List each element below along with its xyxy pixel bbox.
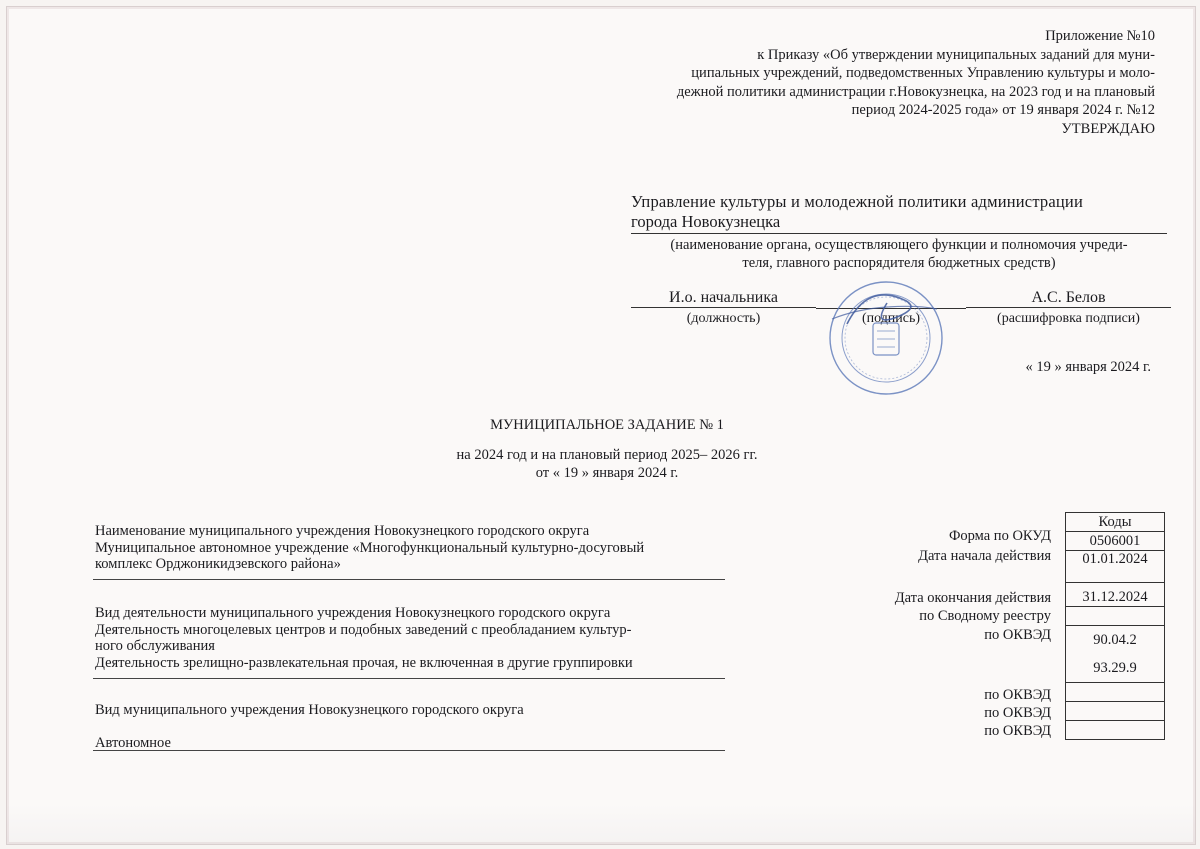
approval-date: « 19 » января 2024 г.	[1025, 359, 1151, 375]
codes-table	[1065, 512, 1165, 740]
org-note	[631, 236, 1167, 272]
codes-label: по ОКВЭД	[984, 705, 1051, 721]
institution-heading: Наименование муниципального учреждения Новокузнецкого городского округа	[95, 523, 590, 539]
signer-name: А.С. Белов	[966, 289, 1171, 308]
name-caption: (расшифровка подписи)	[997, 311, 1140, 326]
annex-line: Приложение №10	[1045, 28, 1155, 44]
divider-line	[93, 579, 725, 580]
code-cell	[1066, 683, 1165, 702]
org-name-line: города Новокузнецка	[631, 212, 781, 231]
codes-label: по ОКВЭД	[984, 627, 1051, 643]
codes-label: Дата начала действия	[918, 548, 1051, 564]
approve-heading: УТВЕРЖДАЮ	[1061, 120, 1155, 137]
divider-line	[93, 678, 725, 679]
codes-label: Дата окончания действия	[894, 590, 1051, 606]
code-value: 90.04.2	[1093, 632, 1137, 648]
activity-line: ного обслуживания	[95, 638, 215, 654]
code-cell-okved	[1066, 626, 1165, 683]
position-field: И.о. начальника	[631, 289, 816, 308]
activity-heading: Вид деятельности муниципального учреждения Новокузнецкого городского округа	[95, 605, 611, 621]
annex-line: период 2024-2025 года» от 19 января 2024 г. №12	[851, 102, 1155, 118]
approving-organization	[631, 192, 1167, 272]
signature-caption: (подпись)	[861, 311, 921, 326]
document-page	[6, 6, 1196, 845]
codes-label: по ОКВЭД	[984, 687, 1051, 703]
type-heading: Вид муниципального учреждения Новокузнецкого городского округа	[95, 702, 524, 718]
type-value: Автономное	[95, 735, 171, 751]
org-name	[631, 192, 1167, 234]
document-period: на 2024 год и на плановый период 2025– 2026 гг.	[456, 447, 758, 463]
annex-block	[677, 27, 1155, 138]
codes-label: по Сводному реестру	[919, 608, 1051, 624]
institution-name-line: Муниципальное автономное учреждение «Многофункциональный культурно-досуговый	[95, 539, 645, 556]
code-cell: 01.01.2024	[1066, 551, 1165, 583]
document-title: МУНИЦИПАЛЬНОЕ ЗАДАНИЕ № 1	[490, 417, 724, 433]
code-cell: 0506001	[1066, 532, 1165, 551]
code-value: 93.29.9	[1093, 660, 1137, 676]
org-note-line: теля, главного распорядителя бюджетных средств)	[742, 255, 1056, 271]
codes-header: Коды	[1066, 513, 1165, 532]
code-cell	[1066, 721, 1165, 740]
position-caption: (должность)	[686, 311, 761, 326]
activity-section	[95, 605, 725, 671]
annex-line: ципальных учреждений, подведомственных Управлению культуры и моло-	[691, 65, 1155, 81]
code-cell	[1066, 702, 1165, 721]
annex-line: к Приказу «Об утверждении муниципальных заданий для муни-	[757, 46, 1155, 63]
annex-line: дежной политики администрации г.Новокузнецка, на 2023 год и на плановый	[676, 83, 1155, 100]
institution-name-line: комплекс Орджоникидзевского района»	[95, 556, 341, 572]
document-date: от « 19 » января 2024 г.	[535, 465, 679, 481]
activity-line: Деятельность зрелищно-развлекательная прочая, не включенная в другие группировки	[95, 654, 633, 671]
org-name-line: Управление культуры и молодежной политики администрации	[631, 192, 1083, 211]
scan-shadow	[7, 804, 1195, 844]
codes-label: по ОКВЭД	[984, 723, 1051, 739]
institution-section	[95, 523, 725, 573]
divider-line	[93, 750, 725, 751]
codes-label: Форма по ОКУД	[948, 528, 1051, 544]
official-stamp-seal	[827, 279, 945, 397]
activity-line: Деятельность многоцелевых центров и подобных заведений с преобладанием культур-	[95, 621, 632, 638]
code-cell	[1066, 607, 1165, 626]
code-cell: 31.12.2024	[1066, 583, 1165, 607]
org-note-line: (наименование органа, осуществляющего функции и полномочия учреди-	[670, 237, 1128, 253]
type-section	[95, 702, 725, 719]
